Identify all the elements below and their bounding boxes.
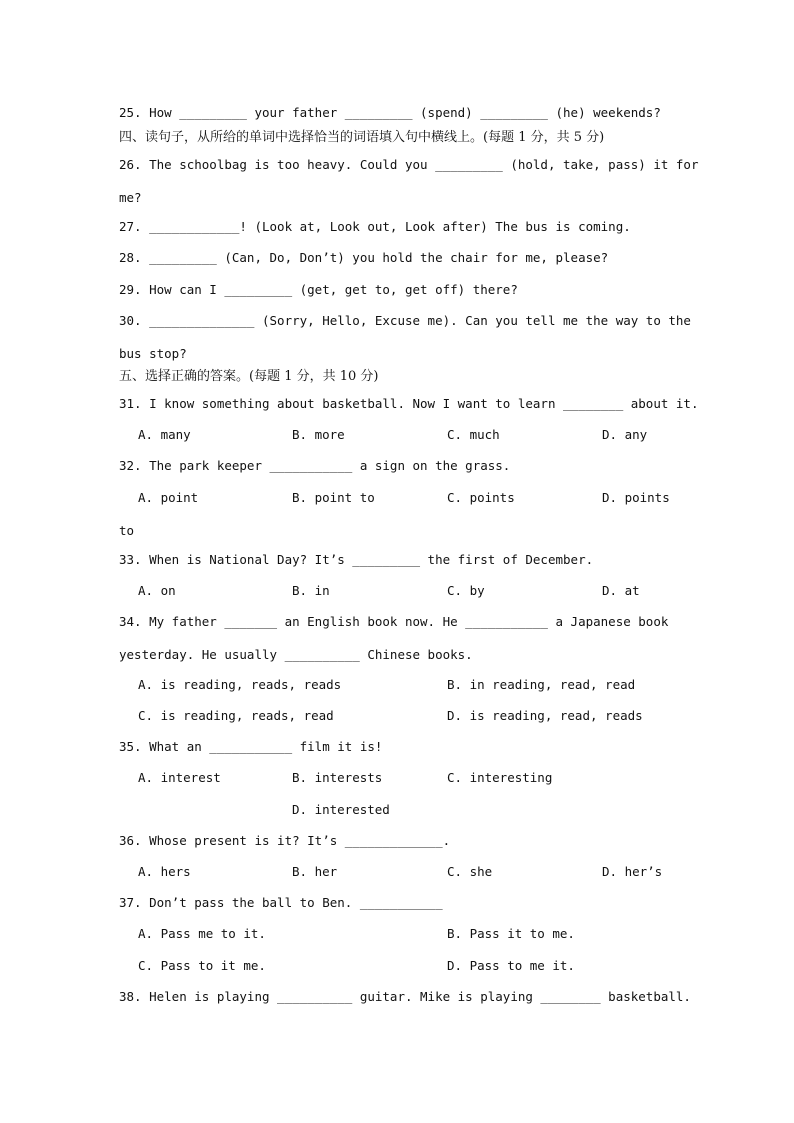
question-36-option-b: B. her xyxy=(292,864,338,879)
question-32-option-d-wrap: to xyxy=(119,523,135,538)
question-31-option-a: A. many xyxy=(138,427,191,442)
question-34-line-1: 34. My father _______ an English book now. He ___________ a Japanese book xyxy=(119,614,669,629)
question-34-option-c: C. is reading, reads, read xyxy=(138,708,334,723)
section-5-heading: 五、选择正确的答案。(每题 1 分，共 10 分) xyxy=(119,369,379,384)
question-29: 29. How can I _________ (get, get to, get off) there? xyxy=(119,282,518,297)
question-33-stem: 33. When is National Day? It’s _________ the first of December. xyxy=(119,552,594,567)
question-38: 38. Helen is playing __________ guitar. Mike is playing ________ basketball. xyxy=(119,989,691,1004)
question-32-stem: 32. The park keeper ___________ a sign on the grass. xyxy=(119,458,511,473)
question-36-stem: 36. Whose present is it? It’s _____________. xyxy=(119,833,451,848)
question-36-option-c: C. she xyxy=(447,864,493,879)
question-31-option-c: C. much xyxy=(447,427,500,442)
question-34-line-2: yesterday. He usually __________ Chinese books. xyxy=(119,647,473,662)
question-37-option-c: C. Pass to it me. xyxy=(138,958,266,973)
question-37-option-d: D. Pass to me it. xyxy=(447,958,575,973)
question-32-option-d: D. points xyxy=(602,490,670,505)
section-4-heading: 四、读句子，从所给的单词中选择恰当的词语填入句中横线上。(每题 1 分，共 5 分) xyxy=(119,130,605,145)
question-26-line-2: me? xyxy=(119,190,142,205)
question-33-option-a: A. on xyxy=(138,583,176,598)
question-35-stem: 35. What an ___________ film it is! xyxy=(119,739,383,754)
question-30-line-1: 30. ______________ (Sorry, Hello, Excuse me). Can you tell me the way to the xyxy=(119,313,691,328)
question-36-option-a: A. hers xyxy=(138,864,191,879)
question-30-line-2: bus stop? xyxy=(119,346,187,361)
question-36-option-d: D. her’s xyxy=(602,864,663,879)
question-31-option-b: B. more xyxy=(292,427,345,442)
question-34-option-b: B. in reading, read, read xyxy=(447,677,636,692)
question-37-option-a: A. Pass me to it. xyxy=(138,926,266,941)
question-31-stem: 31. I know something about basketball. Now I want to learn ________ about it. xyxy=(119,396,699,411)
question-28: 28. _________ (Can, Do, Don’t) you hold the chair for me, please? xyxy=(119,250,609,265)
question-34-option-d: D. is reading, read, reads xyxy=(447,708,643,723)
question-25: 25. How _________ your father _________ (spend) _________ (he) weekends? xyxy=(119,105,661,120)
question-32-option-a: A. point xyxy=(138,490,199,505)
question-35-option-b: B. interests xyxy=(292,770,383,785)
question-26-line-1: 26. The schoolbag is too heavy. Could you _________ (hold, take, pass) it for xyxy=(119,157,699,172)
question-37-option-b: B. Pass it to me. xyxy=(447,926,575,941)
question-34-option-a: A. is reading, reads, reads xyxy=(138,677,342,692)
question-31-option-d: D. any xyxy=(602,427,648,442)
question-33-option-c: C. by xyxy=(447,583,485,598)
question-35-option-a: A. interest xyxy=(138,770,221,785)
question-32-option-c: C. points xyxy=(447,490,515,505)
question-35-option-d: D. interested xyxy=(292,802,390,817)
question-32-option-b: B. point to xyxy=(292,490,375,505)
question-27: 27. ____________! (Look at, Look out, Look after) The bus is coming. xyxy=(119,219,631,234)
question-33-option-d: D. at xyxy=(602,583,640,598)
question-33-option-b: B. in xyxy=(292,583,330,598)
question-35-option-c: C. interesting xyxy=(447,770,553,785)
question-37-stem: 37. Don’t pass the ball to Ben. ___________ xyxy=(119,895,443,910)
